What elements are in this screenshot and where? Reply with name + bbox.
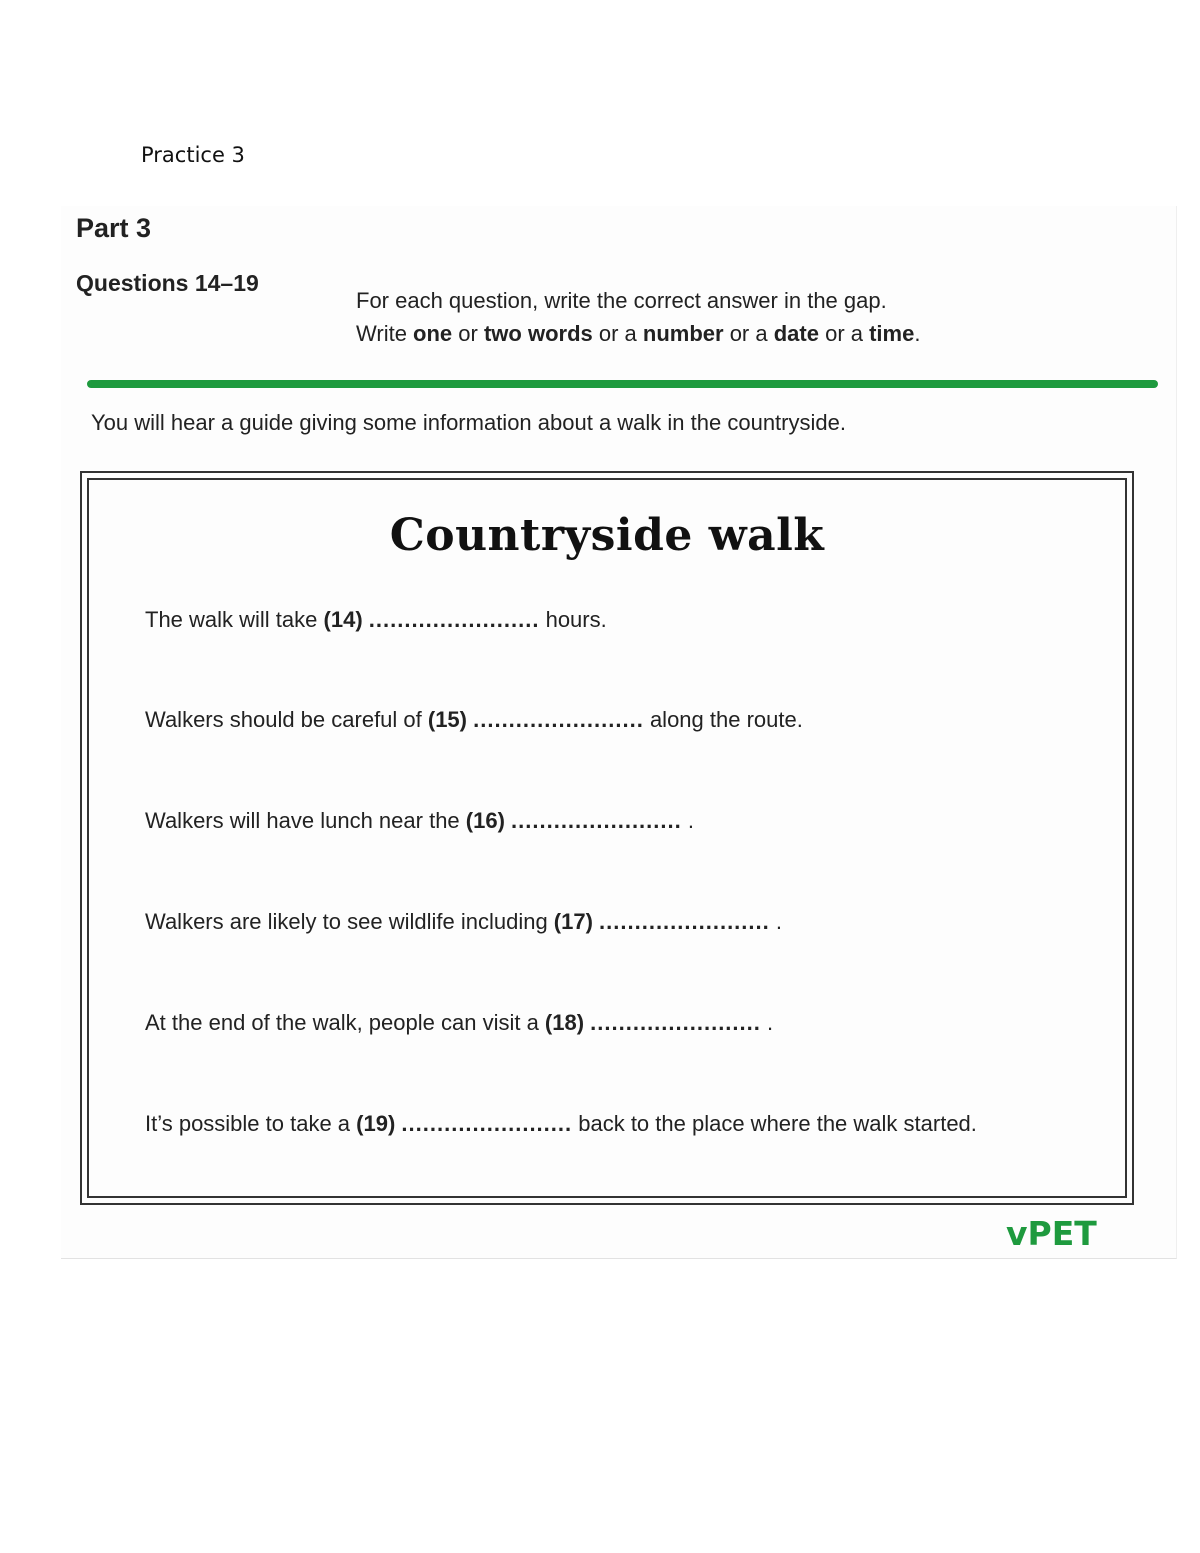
question-item-17 bbox=[145, 909, 782, 935]
instr-emphasis: date bbox=[773, 321, 819, 346]
instr-text: or a bbox=[592, 321, 643, 346]
question-text: At the end of the walk, people can visit a bbox=[145, 1010, 545, 1035]
questions-range-label: Questions 14–19 bbox=[76, 270, 259, 296]
answer-gap[interactable]: ........................ bbox=[599, 909, 770, 934]
practice-heading: Practice 3 bbox=[141, 143, 245, 167]
question-item-14 bbox=[145, 607, 607, 633]
green-divider bbox=[87, 380, 1158, 388]
question-number: (16) bbox=[465, 808, 505, 833]
question-item-19 bbox=[145, 1111, 977, 1137]
question-number: (15) bbox=[427, 707, 467, 732]
instr-emphasis: one bbox=[413, 321, 453, 346]
answer-gap[interactable]: ........................ bbox=[368, 607, 540, 632]
question-item-18 bbox=[145, 1010, 773, 1036]
answer-gap[interactable]: ........................ bbox=[511, 808, 682, 833]
instructions bbox=[356, 284, 920, 350]
question-number: (17) bbox=[553, 909, 593, 934]
question-text: The walk will take bbox=[145, 607, 324, 632]
answer-gap[interactable]: ........................ bbox=[473, 707, 644, 732]
question-text: Walkers should be careful of bbox=[145, 707, 428, 732]
instr-emphasis: time bbox=[869, 321, 915, 346]
instr-text: . bbox=[914, 321, 921, 346]
instr-emphasis: two words bbox=[483, 321, 593, 346]
question-text: Walkers are likely to see wildlife including bbox=[145, 909, 554, 934]
listening-intro: You will hear a guide giving some information about a walk in the countryside. bbox=[91, 410, 846, 435]
instructions-line-2 bbox=[356, 317, 920, 350]
instr-emphasis: number bbox=[642, 321, 724, 346]
exam-page-scan bbox=[61, 206, 1177, 1259]
question-number: (18) bbox=[544, 1010, 585, 1035]
question-item-16 bbox=[145, 808, 694, 834]
question-item-15 bbox=[145, 707, 803, 733]
task-box bbox=[80, 471, 1134, 1205]
answer-gap[interactable]: ........................ bbox=[401, 1111, 573, 1136]
instr-text: or a bbox=[818, 321, 870, 346]
question-text-after: along the route. bbox=[643, 707, 803, 732]
question-number: (14) bbox=[323, 607, 363, 632]
instr-text: Write bbox=[356, 321, 414, 346]
question-text: It’s possible to take a bbox=[145, 1111, 357, 1136]
answer-gap[interactable]: ........................ bbox=[590, 1010, 761, 1035]
instructions-line-1: For each question, write the correct answer in the gap. bbox=[356, 288, 887, 313]
task-title: Countryside walk bbox=[389, 510, 825, 561]
task-box-inner bbox=[87, 478, 1127, 1198]
instr-text: or a bbox=[723, 321, 774, 346]
question-text-after: . bbox=[760, 1010, 774, 1035]
question-text-after: back to the place where the walk started. bbox=[572, 1111, 977, 1136]
question-text-after: . bbox=[681, 808, 694, 833]
instr-text: or bbox=[452, 321, 484, 346]
question-number: (19) bbox=[356, 1111, 396, 1136]
vpet-logo: vPET bbox=[1006, 1214, 1097, 1253]
question-text: Walkers will have lunch near the bbox=[145, 808, 466, 833]
question-text-after: hours. bbox=[539, 607, 607, 632]
question-text-after: . bbox=[769, 909, 782, 934]
part-title: Part 3 bbox=[76, 213, 152, 243]
